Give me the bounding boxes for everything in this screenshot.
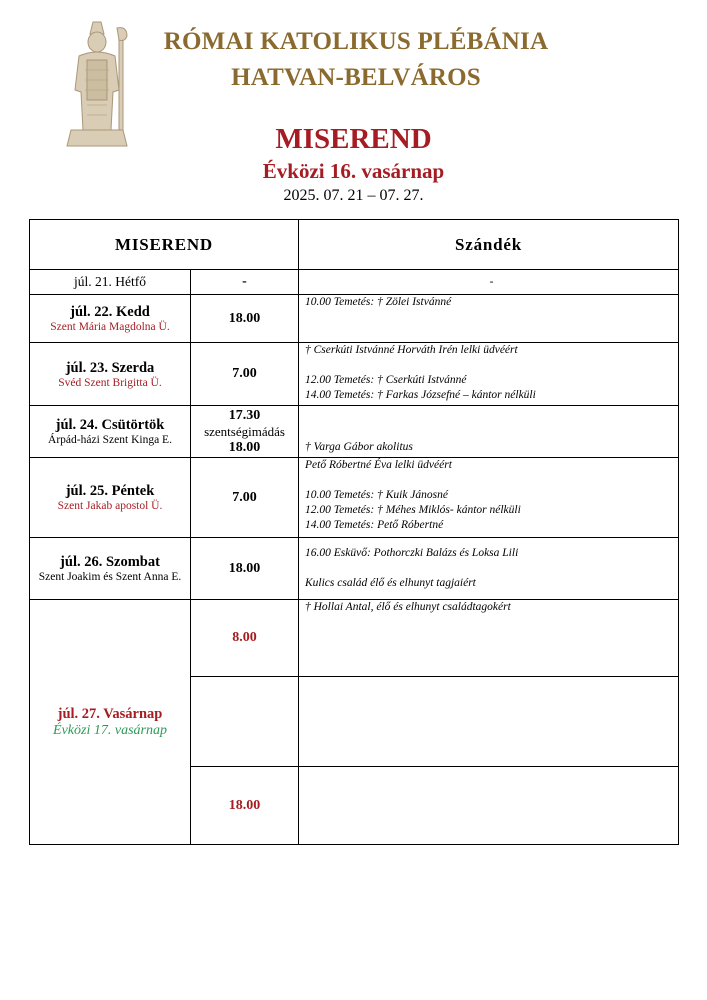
table-row bbox=[30, 600, 679, 677]
saint-feast: Szent Joakim és Szent Anna E. bbox=[38, 571, 182, 583]
intention-text: 16.00 Esküvő: Pothorczki Balázs és Loksa Lili bbox=[305, 547, 519, 559]
intention-text: 12.00 Temetés: † Cserkúti Istvánné bbox=[305, 374, 467, 386]
intention-text: † Cserkúti Istvánné Horváth Irén lelki üdvéért bbox=[305, 344, 518, 356]
adoration-note: szentségimádás bbox=[204, 423, 285, 439]
table-row bbox=[30, 270, 679, 295]
intention-text: 14.00 Temetés: Pető Róbertné bbox=[305, 519, 444, 531]
intention-text: Pető Róbertné Éva lelki üdvéért bbox=[305, 459, 452, 471]
intention-text: 10.00 Temetés: † Zölei Istvánné bbox=[305, 296, 452, 308]
day-label: júl. 24. Csütörtök bbox=[55, 417, 165, 433]
saint-feast: Árpád-házi Szent Kinga E. bbox=[48, 434, 172, 446]
mass-time: 18.00 bbox=[191, 538, 299, 600]
saint-feast: Szent Jakab apostol Ü. bbox=[57, 500, 163, 512]
table-header-row bbox=[30, 220, 679, 270]
mass-time: 18.00 bbox=[191, 767, 299, 845]
mass-time: 8.00 bbox=[191, 600, 299, 677]
mass-time: 17.30 bbox=[228, 407, 261, 423]
day-label: júl. 27. Vasárnap bbox=[57, 705, 163, 722]
intention-text: 10.00 Temetés: † Kuik Jánosné bbox=[305, 489, 448, 501]
parish-name: RÓMAI KATOLIKUS PLÉBÁNIA bbox=[163, 28, 549, 55]
intention-text: † Hollai Antal, élő és elhunyt családtagokért bbox=[305, 601, 511, 613]
day-label: júl. 22. Kedd bbox=[70, 304, 150, 320]
intention-column-header: Szándék bbox=[299, 220, 679, 270]
intention-text: - bbox=[489, 275, 494, 288]
saint-feast: Szent Mária Magdolna Ü. bbox=[50, 321, 170, 333]
mass-schedule-table bbox=[29, 219, 679, 845]
table-row bbox=[30, 538, 679, 600]
table-row bbox=[30, 458, 679, 538]
intention-text: † Varga Gábor akolitus bbox=[305, 441, 413, 453]
page-title: MISEREND bbox=[275, 123, 432, 155]
day-label: júl. 23. Szerda bbox=[65, 359, 155, 376]
date-range: 2025. 07. 21 – 07. 27. bbox=[283, 187, 424, 204]
intention-text: Kulics család élő és elhunyt tagjaiért bbox=[305, 577, 476, 589]
day-label: júl. 21. Hétfő bbox=[74, 274, 146, 289]
day-label: júl. 26. Szombat bbox=[60, 554, 160, 570]
saint-feast: Svéd Szent Brigitta Ü. bbox=[58, 376, 162, 389]
mass-time: 7.00 bbox=[191, 343, 299, 406]
mass-time: 7.00 bbox=[191, 458, 299, 538]
schedule-column-header: MISEREND bbox=[30, 220, 299, 270]
parish-location: HATVAN-BELVÁROS bbox=[231, 64, 481, 91]
table-row bbox=[30, 295, 679, 343]
day-label: júl. 25. Péntek bbox=[65, 483, 155, 499]
intention-text: 14.00 Temetés: † Farkas Józsefné – kántor nélküli bbox=[305, 389, 536, 401]
mass-time: 18.00 bbox=[228, 439, 261, 455]
mass-time: - bbox=[191, 270, 299, 295]
table-row bbox=[30, 406, 679, 458]
liturgical-day: Évközi 17. vasárnap bbox=[53, 722, 167, 738]
mass-time: 18.00 bbox=[191, 295, 299, 343]
page-subtitle: Évközi 16. vasárnap bbox=[262, 159, 445, 183]
table-row bbox=[30, 343, 679, 406]
intention-text: 12.00 Temetés: † Méhes Miklós- kántor nélküli bbox=[305, 504, 521, 516]
